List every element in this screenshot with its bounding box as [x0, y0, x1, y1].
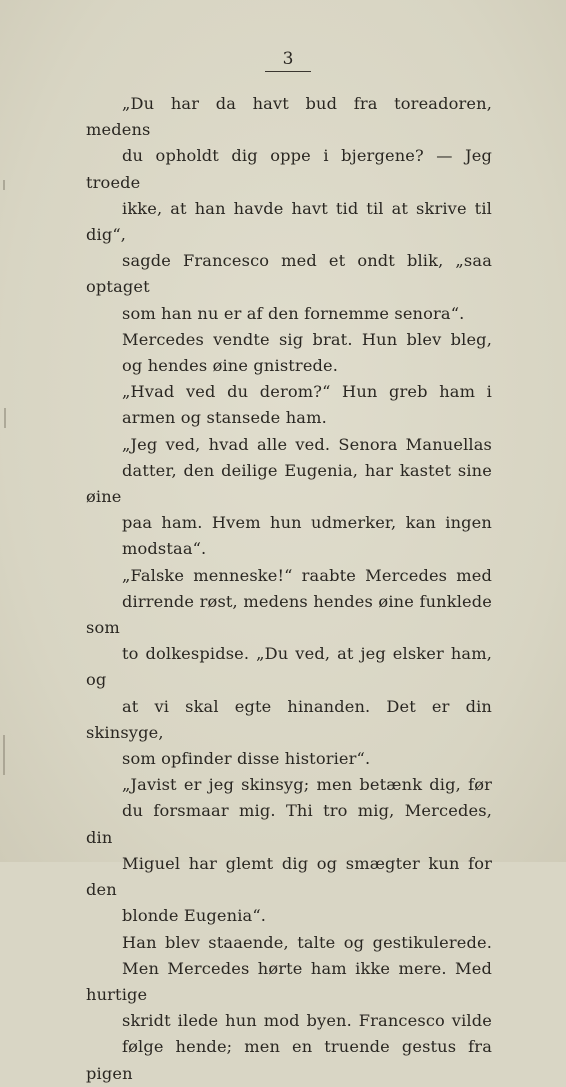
text-line: som han nu er af den fornemme senora“.: [122, 303, 465, 323]
text-line: Mercedes vendte sig brat. Hun blev bleg,: [122, 329, 492, 349]
paragraph: [86, 432, 492, 563]
text-line: du forsmaar mig. Thi tro mig, Mercedes, din: [86, 801, 492, 847]
text-line: to dolkespidse. „Du ved, at jeg elsker ham, og: [86, 644, 492, 690]
text-line: modstaa“.: [122, 539, 207, 559]
body-text: [86, 91, 492, 1087]
margin-mark: [3, 735, 5, 775]
text-line: ikke, at han havde havt tid til at skrive til dig“,: [86, 198, 492, 245]
text-line: Han blev staaende, talte og gestikulerede.: [122, 932, 492, 952]
margin-mark: [4, 408, 6, 428]
paragraph: [86, 930, 492, 1087]
text-line: „Hvad ved du derom?“ Hun greb ham i: [122, 382, 492, 402]
text-line: „Falske menneske!“ raabte Mercedes med: [122, 565, 492, 585]
text-line: „Du har da havt bud fra toreadoren, medens: [86, 94, 492, 140]
paragraph: [86, 772, 492, 929]
text-line: paa ham. Hvem hun udmerker, kan ingen: [122, 513, 492, 533]
paragraph: [86, 91, 492, 327]
text-line: skridt ilede hun mod byen. Francesco vilde: [122, 1011, 492, 1031]
text-line: som opfinder disse historier“.: [122, 749, 371, 769]
text-line: „Jeg ved, hvad alle ved. Senora Manuellas: [122, 434, 492, 454]
text-line: datter, den deilige Eugenia, har kastet sine øine: [86, 460, 492, 507]
text-line: og hendes øine gnistrede.: [122, 356, 339, 376]
text-line: blonde Eugenia“.: [122, 906, 267, 926]
margin-mark: [3, 180, 5, 190]
text-line: at vi skal egte hinanden. Det er din skinsyge,: [86, 696, 492, 742]
text-line: du opholdt dig oppe i bjergene? — Jeg troede: [86, 146, 492, 192]
text-line: armen og stansede ham.: [122, 408, 327, 428]
text-line: „Javist er jeg skinsyg; men betænk dig, før: [122, 775, 492, 795]
page-number-rule: [265, 71, 311, 72]
paragraph: [86, 563, 492, 773]
page-number: 3: [282, 49, 294, 69]
text-line: Men Mercedes hørte ham ikke mere. Med hurtige: [86, 958, 492, 1004]
text-line: følge hende; men en truende gestus fra pigen: [86, 1037, 492, 1083]
text-line: sagde Francesco med et ondt blik, „saa optaget: [86, 251, 492, 297]
text-line: Miguel har glemt dig og smægter kun for den: [86, 853, 492, 900]
paragraph: [86, 379, 492, 431]
paragraph: [86, 327, 492, 379]
text-line: dirrende røst, medens hendes øine funklede som: [86, 591, 492, 638]
